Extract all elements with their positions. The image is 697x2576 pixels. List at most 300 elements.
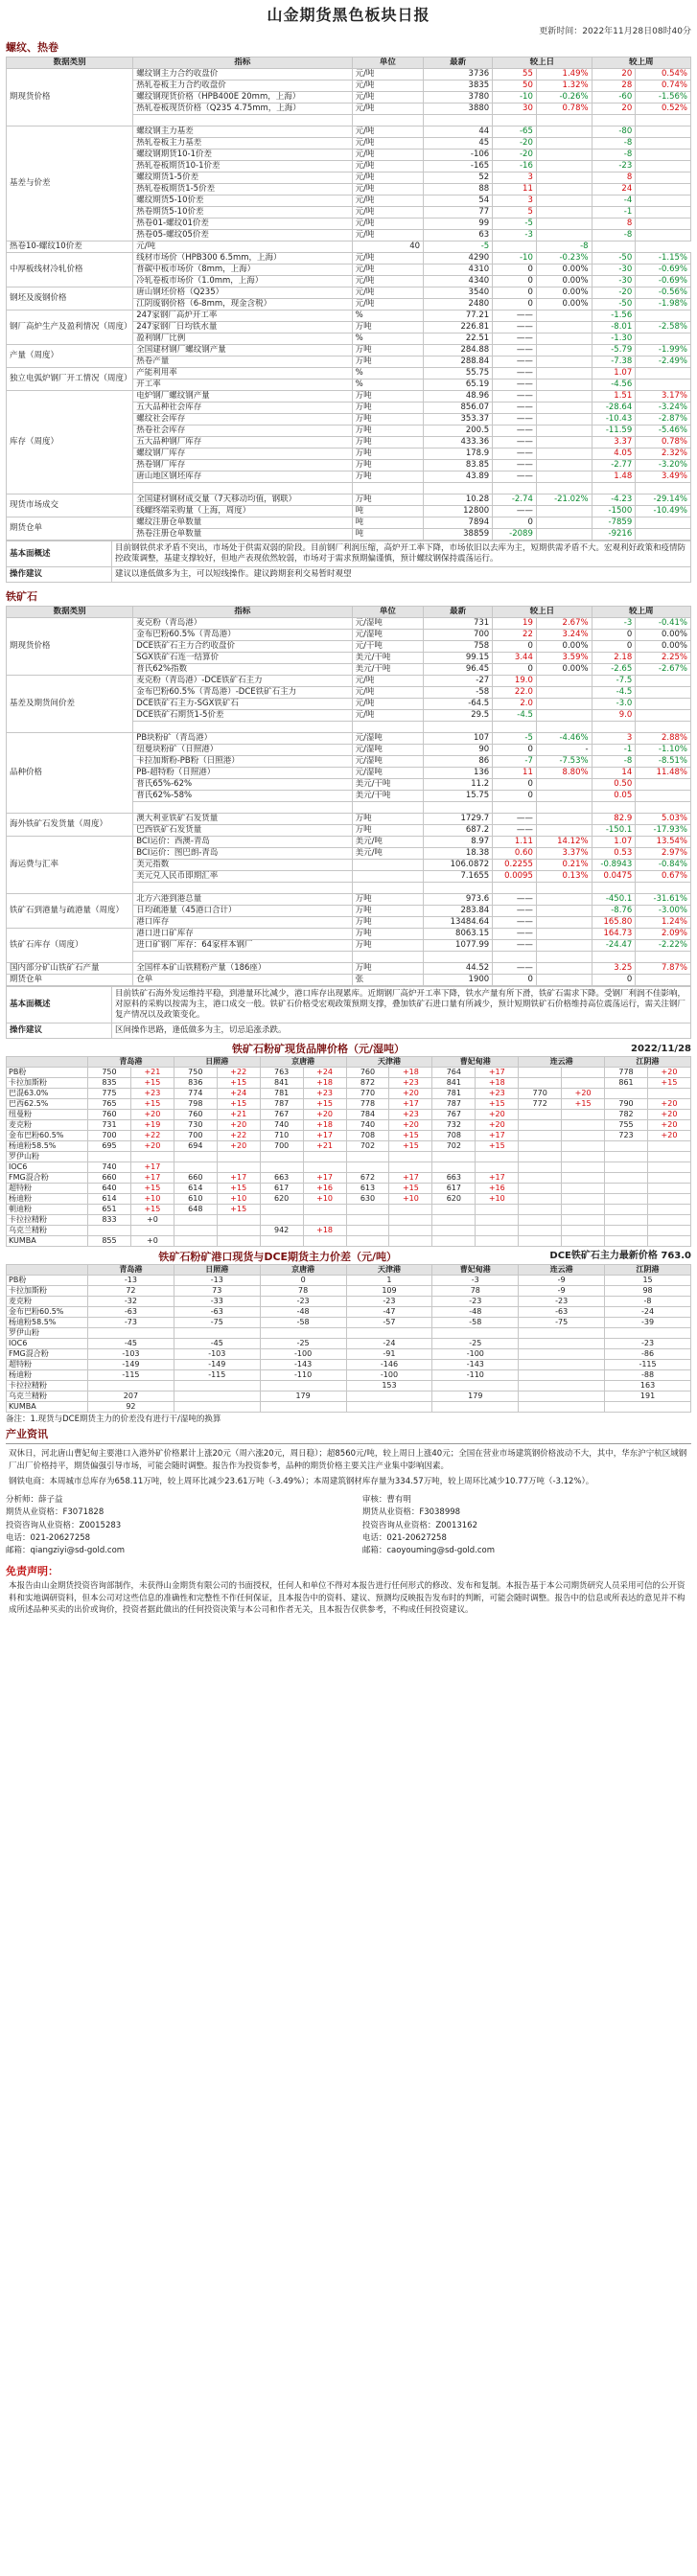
row-category: 期现货价格 xyxy=(7,69,133,126)
basis-value: -23 xyxy=(432,1296,519,1306)
row-change-w1: -150.1 xyxy=(592,824,636,836)
row-unit: % xyxy=(352,380,424,391)
price-change xyxy=(476,1214,519,1225)
contact-line: 邮箱：qiangziyi@sd-gold.com xyxy=(6,1545,126,1555)
dce-price: 763.0 xyxy=(661,1251,691,1262)
basis-value: -23 xyxy=(346,1296,432,1306)
price-value: 660 xyxy=(174,1172,217,1183)
steel-advice-label: 操作建议 xyxy=(7,567,112,583)
row-latest: 43.89 xyxy=(424,472,493,483)
row-change-d1: —— xyxy=(493,345,537,356)
row-change-w1p: -0.69% xyxy=(636,276,691,288)
basis-value xyxy=(174,1327,260,1338)
table-row xyxy=(7,1348,691,1359)
port-header: 天津港 xyxy=(346,1264,432,1275)
row-indicator: 热轧卷板主力基差 xyxy=(133,138,352,150)
row-category: 独立电弧炉钢厂开工情况（周度） xyxy=(7,368,133,391)
row-change-d1: —— xyxy=(493,928,537,939)
row-change-w1p xyxy=(636,310,691,322)
price-value: 663 xyxy=(260,1172,303,1183)
price-change: +20 xyxy=(130,1140,174,1151)
row-change-w1p: -2.87% xyxy=(636,414,691,426)
price-change xyxy=(562,1130,605,1140)
row-change-d1p xyxy=(536,426,592,437)
row-latest: 44 xyxy=(424,126,493,138)
row-latest: 7894 xyxy=(424,518,493,529)
row-indicator: 螺纹期货1-5价差 xyxy=(133,172,352,184)
basis-value: -45 xyxy=(88,1338,174,1348)
row-category: 铁矿石到港量与疏港量（周度） xyxy=(7,893,133,928)
row-change-d1p: 3.24% xyxy=(536,629,592,640)
basis-value: 153 xyxy=(346,1380,432,1391)
price-value: 723 xyxy=(605,1130,648,1140)
row-change-d1p: -7.53% xyxy=(536,755,592,767)
row-indicator: 美元指数 xyxy=(133,859,352,870)
port-header: 日照港 xyxy=(174,1056,260,1067)
price-change xyxy=(647,1204,690,1214)
row-change-w1p xyxy=(636,150,691,161)
row-change-w1p xyxy=(636,126,691,138)
row-change-d1: 0 xyxy=(493,744,537,755)
port-header: 曹妃甸港 xyxy=(432,1264,519,1275)
basis-value: -73 xyxy=(88,1317,174,1327)
price-value: 731 xyxy=(88,1119,131,1130)
row-latest: 38859 xyxy=(424,529,493,540)
row-change-d1p: -0.26% xyxy=(536,92,592,104)
row-change-w1: 1.48 xyxy=(592,472,636,483)
row-change-d1p xyxy=(536,506,592,518)
row-change-w1: -20 xyxy=(592,288,636,299)
row-indicator: BCI运价：西澳-青岛 xyxy=(133,836,352,847)
price-change xyxy=(303,1204,346,1214)
price-change: +18 xyxy=(303,1119,346,1130)
iron-advice-label: 操作建议 xyxy=(7,1024,112,1039)
price-value: 660 xyxy=(88,1172,131,1183)
basis-value: -39 xyxy=(605,1317,691,1327)
row-change-d1: 11 xyxy=(493,184,537,196)
row-change-w1: -7859 xyxy=(592,518,636,529)
row-change-w1p xyxy=(636,172,691,184)
row-indicator: 线螺终端采购量（上海，周度） xyxy=(133,506,352,518)
row-change-d1p xyxy=(536,962,592,974)
table-row xyxy=(7,1275,691,1285)
price-value xyxy=(260,1214,303,1225)
table-row xyxy=(7,494,691,506)
row-indicator: 螺纹钢期货10-1价差 xyxy=(133,150,352,161)
row-change-w1: -10.43 xyxy=(592,414,636,426)
row-latest: 88 xyxy=(424,184,493,196)
price-change: +22 xyxy=(130,1130,174,1140)
basis-value: -63 xyxy=(174,1306,260,1317)
row-indicator: 冷轧卷板市场价（1.0mm，上海） xyxy=(133,276,352,288)
row-change-d1p xyxy=(536,928,592,939)
port-header: 青岛港 xyxy=(88,1264,174,1275)
row-latest: -106 xyxy=(424,150,493,161)
row-change-w1p: -1.98% xyxy=(636,299,691,310)
row-change-w1: -2.65 xyxy=(592,663,636,675)
row-change-w1p: 0.00% xyxy=(636,640,691,652)
row-change-d1p xyxy=(536,460,592,472)
row-change-w1: -9216 xyxy=(592,529,636,540)
row-latest: 96.45 xyxy=(424,663,493,675)
row-indicator: 螺纹钢主力基差 xyxy=(133,126,352,138)
row-change-w1: 4.05 xyxy=(592,448,636,460)
price-value: 872 xyxy=(346,1077,389,1088)
row-change-w1p: -10.49% xyxy=(636,506,691,518)
row-indicator: 北方六港到港总量 xyxy=(133,893,352,905)
price-change xyxy=(389,1162,432,1172)
port-header: 京唐港 xyxy=(260,1056,346,1067)
row-indicator: 线材市场价（HPB300 6.5mm，上海） xyxy=(133,253,352,264)
ore-name: FMG混合粉 xyxy=(7,1172,88,1183)
row-indicator: 热轧卷板期货10-1价差 xyxy=(133,161,352,172)
price-change xyxy=(562,1214,605,1225)
row-indicator: 金布巴粉60.5%（青岛港）-DCE铁矿石主力 xyxy=(133,686,352,698)
row-change-d1: 11 xyxy=(493,767,537,778)
row-change-d1p xyxy=(536,709,592,721)
price-change: +15 xyxy=(217,1183,260,1193)
basis-value: -48 xyxy=(432,1306,519,1317)
price-value: 700 xyxy=(88,1130,131,1140)
row-change-d1: 3.44 xyxy=(493,652,537,663)
price-value xyxy=(346,1204,389,1214)
table-row xyxy=(7,1306,691,1317)
price-value xyxy=(519,1162,562,1172)
row-change-d1p xyxy=(536,893,592,905)
row-indicator: 美元兑人民币即期汇率 xyxy=(133,870,352,882)
row-change-d1: —— xyxy=(493,402,537,414)
row-latest: -27 xyxy=(424,675,493,686)
row-change-d1p xyxy=(536,721,592,732)
price-value: 700 xyxy=(174,1130,217,1140)
row-change-w1: 9.0 xyxy=(592,709,636,721)
row-change-d1 xyxy=(493,483,537,494)
price-value: 710 xyxy=(260,1130,303,1140)
row-change-d1p xyxy=(536,196,592,207)
row-change-d1: 0 xyxy=(493,790,537,801)
row-latest: 99 xyxy=(424,218,493,230)
row-category: 期货仓单 xyxy=(7,974,133,985)
price-value: 765 xyxy=(88,1098,131,1109)
report-title: 山金期货黑色板块日报 xyxy=(267,6,430,24)
row-latest: 55.75 xyxy=(424,368,493,380)
row-unit: 万吨 xyxy=(352,905,424,916)
dce-price-label: DCE铁矿石主力最新价格 xyxy=(549,1251,658,1262)
price-value: 620 xyxy=(260,1193,303,1204)
basis-value xyxy=(346,1401,432,1412)
row-change-w1: -80 xyxy=(592,126,636,138)
table-row xyxy=(7,368,691,380)
row-change-w1: 3.37 xyxy=(592,437,636,448)
row-latest xyxy=(424,115,493,126)
price-value xyxy=(605,1140,648,1151)
basis-value: 191 xyxy=(605,1391,691,1401)
row-unit xyxy=(352,859,424,870)
row-latest: 4290 xyxy=(424,253,493,264)
ore-name: 杨迪粉 xyxy=(7,1369,88,1380)
basis-value xyxy=(519,1391,605,1401)
row-change-w1: -0.8943 xyxy=(592,859,636,870)
row-indicator: 全国建材钢厂螺纹钢产量 xyxy=(133,345,352,356)
ore-name: 卡拉拉精粉 xyxy=(7,1380,88,1391)
row-change-w1: -7.5 xyxy=(592,675,636,686)
price-change: +23 xyxy=(389,1077,432,1088)
row-indicator: 热轧卷板现货价格（Q235 4.75mm，上海） xyxy=(133,104,352,115)
port-header: 曹妃甸港 xyxy=(432,1056,519,1067)
row-unit: 万吨 xyxy=(352,928,424,939)
price-value xyxy=(519,1204,562,1214)
basis-value: -103 xyxy=(88,1348,174,1359)
row-change-d1 xyxy=(493,882,537,893)
row-change-d1p xyxy=(536,138,592,150)
price-value: 770 xyxy=(519,1088,562,1098)
row-latest: 973.6 xyxy=(424,893,493,905)
price-change xyxy=(476,1204,519,1214)
price-value xyxy=(174,1151,217,1162)
ore-name: IOC6 xyxy=(7,1338,88,1348)
price-change: +15 xyxy=(130,1183,174,1193)
price-value: 772 xyxy=(519,1098,562,1109)
row-change-d1: 22.0 xyxy=(493,686,537,698)
row-change-d1p xyxy=(536,882,592,893)
row-indicator: 热卷社会库存 xyxy=(133,426,352,437)
disclaimer-title: 免责声明： xyxy=(6,1565,58,1578)
row-change-d1: 55 xyxy=(493,69,537,80)
row-change-w1: 164.73 xyxy=(592,928,636,939)
row-change-d1p xyxy=(536,518,592,529)
price-value: 767 xyxy=(432,1109,476,1119)
table-row xyxy=(7,893,691,905)
row-change-w1: 20 xyxy=(592,69,636,80)
basis-value xyxy=(174,1380,260,1391)
basis-value: -91 xyxy=(346,1348,432,1359)
table-row xyxy=(7,1317,691,1327)
row-latest: -64.5 xyxy=(424,698,493,709)
price-value: 730 xyxy=(174,1119,217,1130)
port-header: 江阴港 xyxy=(605,1264,691,1275)
row-latest: 54 xyxy=(424,196,493,207)
row-unit: 万吨 xyxy=(352,962,424,974)
price-value: 702 xyxy=(432,1140,476,1151)
column-header: 单位 xyxy=(352,606,424,617)
price-value xyxy=(88,1151,131,1162)
row-change-w1p xyxy=(636,709,691,721)
row-change-d1p xyxy=(536,529,592,540)
price-value: 740 xyxy=(346,1119,389,1130)
price-change: +15 xyxy=(647,1077,690,1088)
row-change-d1: —— xyxy=(493,437,537,448)
row-change-d1p: 0.00% xyxy=(536,299,592,310)
table-row xyxy=(7,1235,691,1246)
row-change-d1p xyxy=(536,322,592,334)
row-latest: 687.2 xyxy=(424,824,493,836)
row-latest: -58 xyxy=(424,686,493,698)
row-change-d1: 0 xyxy=(493,264,537,276)
table-row xyxy=(7,928,691,939)
contact-line: 期货从业资格：F3071828 xyxy=(6,1507,105,1518)
price-change xyxy=(647,1162,690,1172)
row-indicator: DCE铁矿石期货1-5价差 xyxy=(133,709,352,721)
table-row xyxy=(7,1088,691,1098)
ore-name: 乌克兰精粉 xyxy=(7,1391,88,1401)
basis-value: -25 xyxy=(432,1338,519,1348)
row-unit: 元/吨 xyxy=(352,80,424,92)
row-unit: 元/吨 xyxy=(352,196,424,207)
price-change xyxy=(647,1214,690,1225)
row-unit: 元/吨 xyxy=(352,161,424,172)
row-change-d1: 0 xyxy=(493,640,537,652)
basis-value: 163 xyxy=(605,1380,691,1391)
row-latest: 136 xyxy=(424,767,493,778)
basis-value: -63 xyxy=(519,1306,605,1317)
row-change-w1p: 0.78% xyxy=(636,437,691,448)
row-change-d1p xyxy=(536,218,592,230)
ore-name: 超特粉 xyxy=(7,1359,88,1369)
row-change-d1: 0 xyxy=(493,276,537,288)
row-latest xyxy=(424,721,493,732)
row-indicator: 金布巴粉60.5%（青岛港） xyxy=(133,629,352,640)
price-value xyxy=(260,1235,303,1246)
row-change-d1p xyxy=(536,161,592,172)
row-latest xyxy=(424,951,493,962)
row-latest: 83.85 xyxy=(424,460,493,472)
price-change: +17 xyxy=(389,1172,432,1183)
row-change-w1: 1.07 xyxy=(592,368,636,380)
basis-value: 179 xyxy=(260,1391,346,1401)
price-change: +17 xyxy=(130,1162,174,1172)
row-category: 期现货价格 xyxy=(7,617,133,675)
basis-note: 备注：1.现货与DCE期货主力的价差没有进行干/湿吨的换算 xyxy=(6,1414,221,1424)
row-change-w1: -8 xyxy=(592,138,636,150)
price-table xyxy=(6,1056,691,1247)
row-change-w1p: 2.09% xyxy=(636,928,691,939)
row-indicator: 全国样本矿山铁精粉产量（186座） xyxy=(133,962,352,974)
row-latest: 10.28 xyxy=(424,494,493,506)
row-change-w1: -30 xyxy=(592,276,636,288)
row-change-w1: -8 xyxy=(592,230,636,242)
port-header: 青岛港 xyxy=(88,1056,174,1067)
row-change-d1: 22 xyxy=(493,629,537,640)
basis-value xyxy=(346,1327,432,1338)
table-row xyxy=(7,518,691,529)
basis-value xyxy=(519,1338,605,1348)
row-unit: 元/吨 xyxy=(352,253,424,264)
row-unit: 美元/干吨 xyxy=(352,790,424,801)
ore-name: 卡拉加斯粉 xyxy=(7,1285,88,1296)
row-indicator: 全国建材钢材成交量（7天移动均值，钢联） xyxy=(133,494,352,506)
table-row xyxy=(7,1077,691,1088)
row-change-d1: 3 xyxy=(493,172,537,184)
contact-line: 期货从业资格：F3038998 xyxy=(361,1507,461,1518)
basis-value xyxy=(519,1369,605,1380)
port-header: 京唐港 xyxy=(260,1264,346,1275)
basis-value xyxy=(174,1391,260,1401)
price-change xyxy=(647,1183,690,1193)
row-change-w1 xyxy=(592,721,636,732)
row-change-w1p xyxy=(636,951,691,962)
ore-name: 杨迪粉58.5% xyxy=(7,1140,88,1151)
row-unit: 元/干吨 xyxy=(352,640,424,652)
industry-paragraph-2: 钢铁电商：本周城市总库存为658.11万吨，较上周环比减少23.61万吨（-3.49%）；本周建筑钢材库存量为334.57万吨，较上周环比减少10.77万吨（-3.12%）。 xyxy=(9,1477,594,1487)
basis-value: -100 xyxy=(346,1369,432,1380)
table-row xyxy=(7,1119,691,1130)
price-value: 732 xyxy=(432,1119,476,1130)
row-indicator: 产能利用率 xyxy=(133,368,352,380)
basis-value: 92 xyxy=(88,1401,174,1412)
row-change-w1p xyxy=(636,518,691,529)
price-change xyxy=(562,1140,605,1151)
basis-value xyxy=(260,1380,346,1391)
contacts xyxy=(6,1494,691,1557)
corner-cell xyxy=(7,1056,88,1067)
row-change-w1p: 0.00% xyxy=(636,629,691,640)
row-change-d1: 0 xyxy=(493,778,537,790)
row-change-w1p xyxy=(636,721,691,732)
row-change-w1: -24.47 xyxy=(592,939,636,951)
ore-name: 麦克粉 xyxy=(7,1296,88,1306)
basis-value: -33 xyxy=(174,1296,260,1306)
row-change-d1: -5 xyxy=(424,242,493,253)
row-unit xyxy=(352,801,424,813)
price-change: +17 xyxy=(303,1130,346,1140)
row-change-d1: -2089 xyxy=(493,529,537,540)
row-latest: 99.15 xyxy=(424,652,493,663)
row-change-d1p xyxy=(536,356,592,368)
row-latest: 8.97 xyxy=(424,836,493,847)
price-change xyxy=(647,1225,690,1235)
row-change-w1p: 2.97% xyxy=(636,847,691,859)
price-value xyxy=(605,1088,648,1098)
price-value xyxy=(519,1172,562,1183)
basis-value: -25 xyxy=(260,1338,346,1348)
row-change-d1: 0.60 xyxy=(493,847,537,859)
row-unit: 元/吨 xyxy=(352,264,424,276)
row-change-d1p xyxy=(536,368,592,380)
row-change-w1p: 0.74% xyxy=(636,80,691,92)
price-change: +20 xyxy=(647,1109,690,1119)
row-change-d1p: 0.00% xyxy=(536,288,592,299)
price-change: +22 xyxy=(217,1130,260,1140)
row-latest: 11.2 xyxy=(424,778,493,790)
contact-reviewer xyxy=(362,1494,691,1557)
column-header: 较上周 xyxy=(592,606,690,617)
price-change: +17 xyxy=(476,1172,519,1183)
price-change: +20 xyxy=(389,1088,432,1098)
row-change-w1p xyxy=(636,778,691,790)
price-change: +21 xyxy=(130,1067,174,1077)
row-change-d1: —— xyxy=(493,905,537,916)
row-latest: 77.21 xyxy=(424,310,493,322)
row-change-d1p xyxy=(536,126,592,138)
price-value: 784 xyxy=(346,1109,389,1119)
row-latest: 3880 xyxy=(424,104,493,115)
price-change xyxy=(217,1151,260,1162)
basis-value: 73 xyxy=(174,1285,260,1296)
contact-line: 投资咨询从业资格：Z0015283 xyxy=(6,1520,122,1530)
price-change xyxy=(562,1172,605,1183)
row-unit: 元/湿吨 xyxy=(352,744,424,755)
table-row xyxy=(7,1140,691,1151)
row-indicator: PB块粉矿（青岛港） xyxy=(133,732,352,744)
row-change-w1: 8 xyxy=(592,172,636,184)
row-change-d1: —— xyxy=(493,448,537,460)
row-change-d1: —— xyxy=(493,893,537,905)
price-change: +16 xyxy=(476,1183,519,1193)
price-change: +17 xyxy=(476,1130,519,1140)
row-change-d1p xyxy=(536,448,592,460)
row-latest: 18.38 xyxy=(424,847,493,859)
price-change: +18 xyxy=(303,1077,346,1088)
